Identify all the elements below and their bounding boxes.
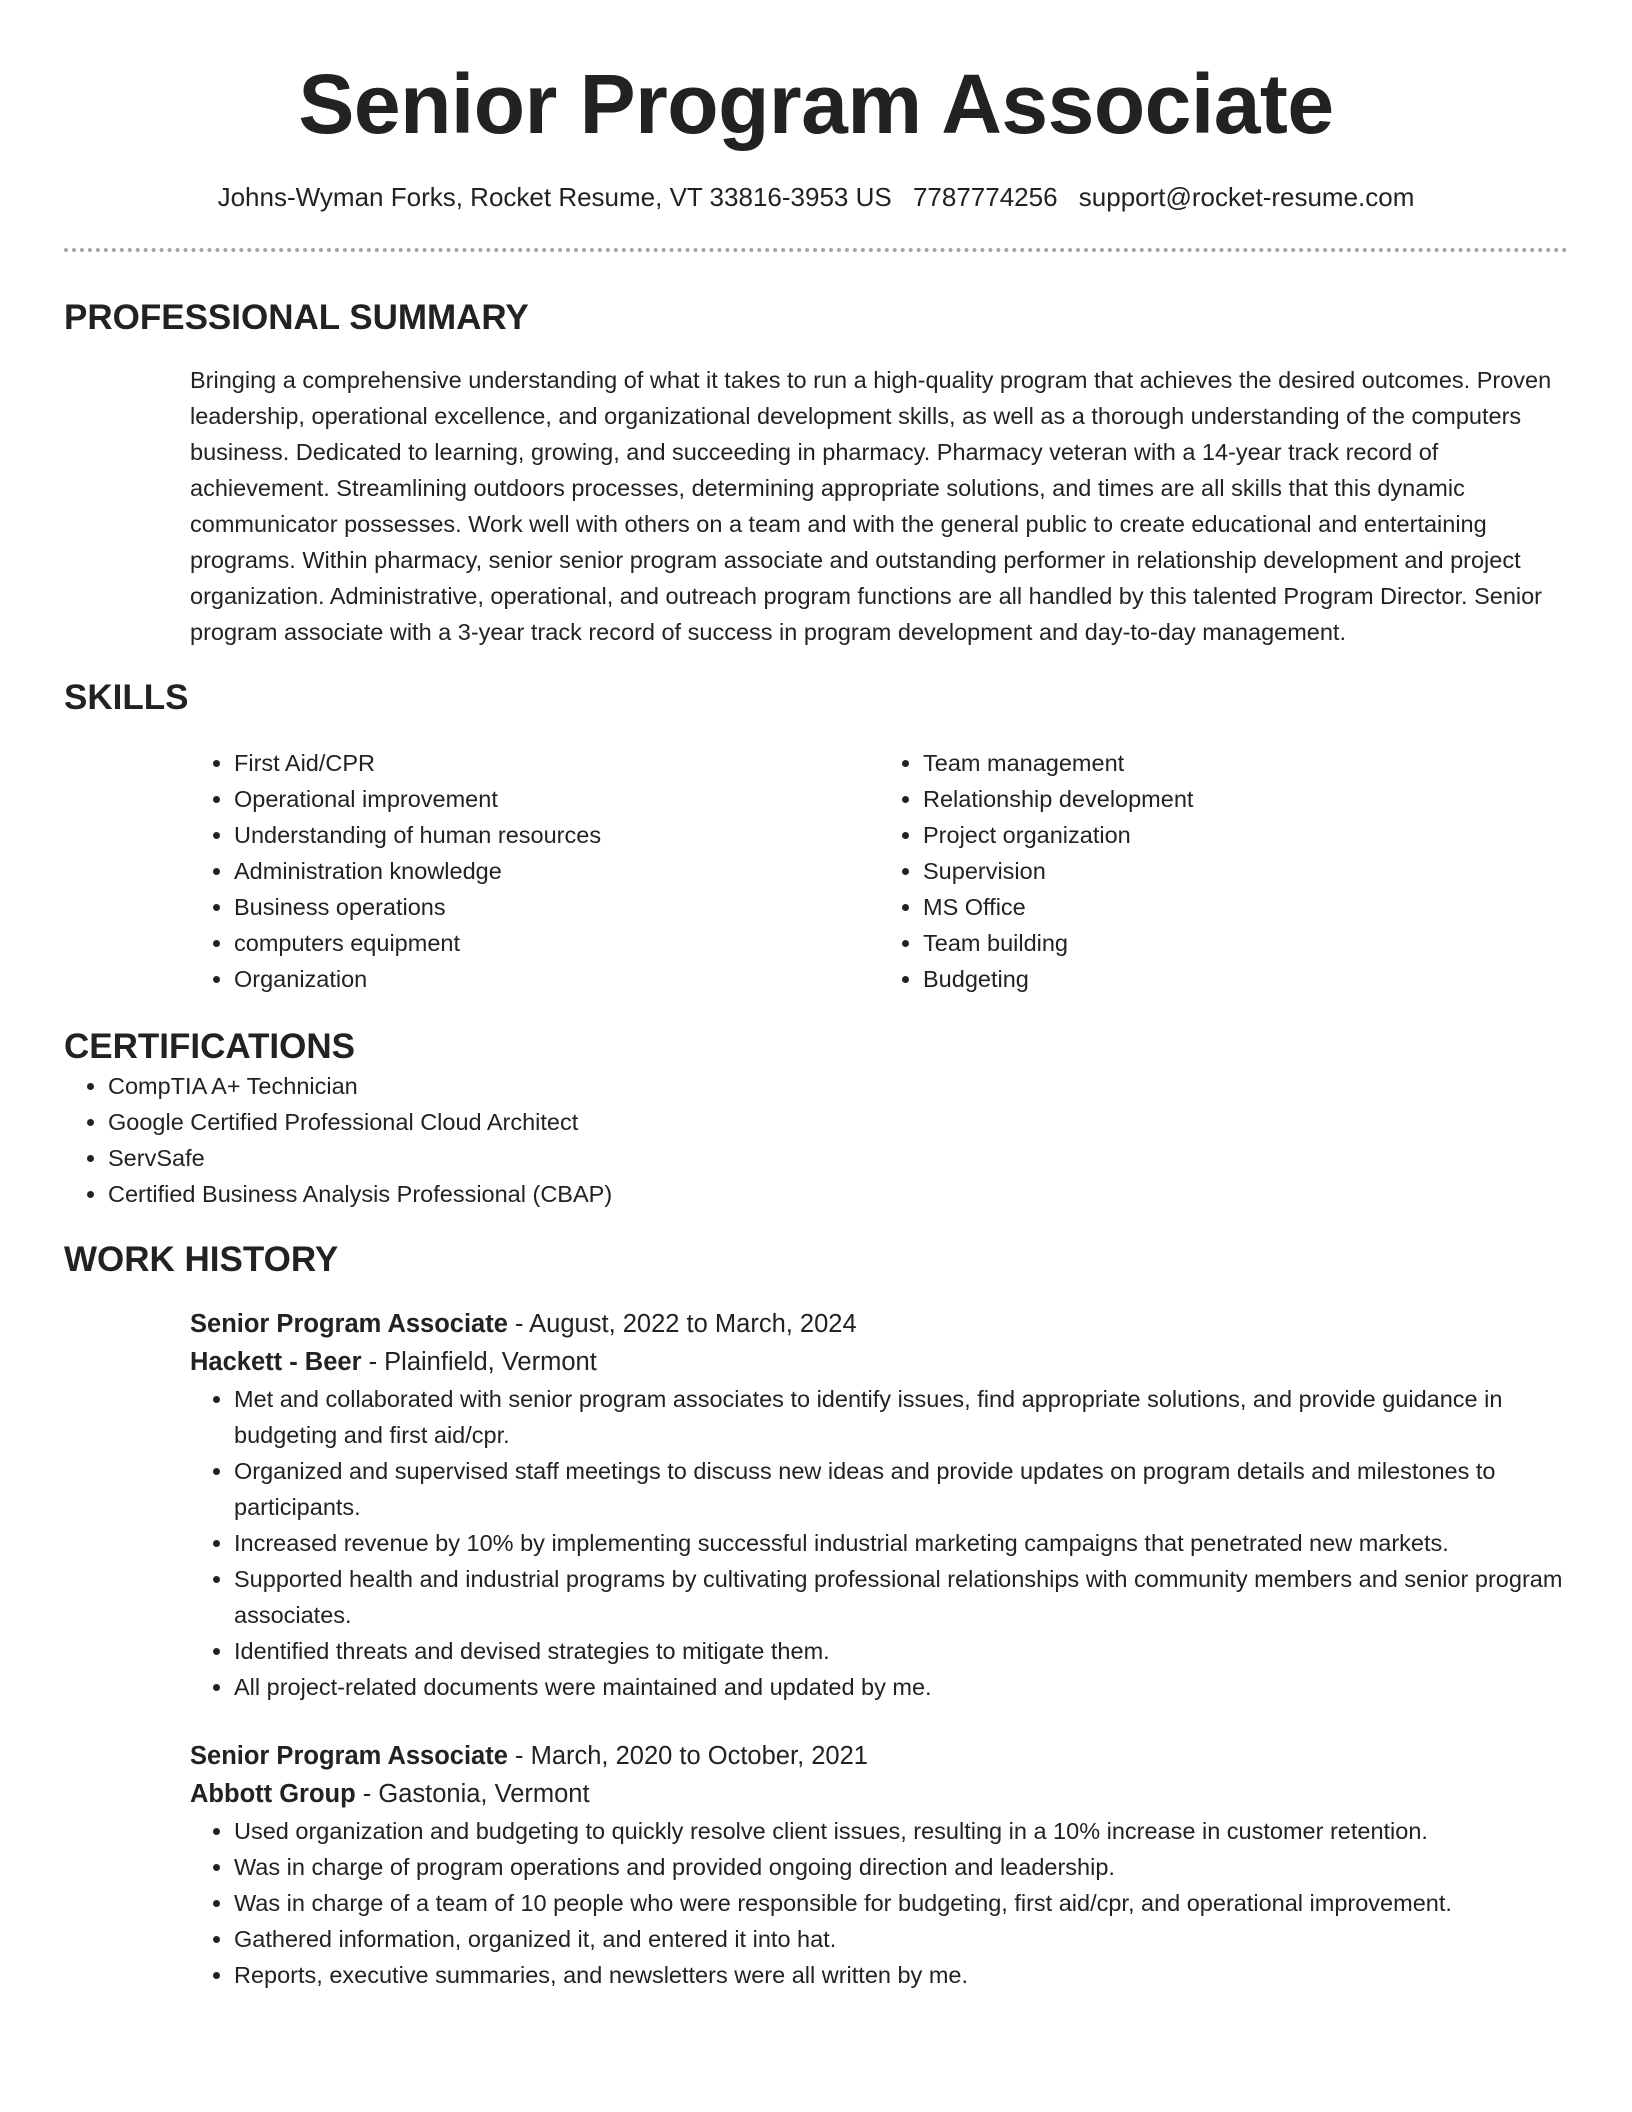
- contact-address: Johns-Wyman Forks, Rocket Resume, VT 33816-3953 US: [217, 182, 892, 212]
- job-bullet: • Used organization and budgeting to quickly resolve client issues, resulting in a 10% increase in customer retention.: [234, 1813, 1568, 1849]
- job-bullet: • Organized and supervised staff meetings to discuss new ideas and provide updates on program details and milestones to participants.: [234, 1453, 1568, 1525]
- job-role: Senior Program Associate: [190, 1310, 508, 1338]
- job-bullets: [190, 1813, 1568, 1993]
- job-bullets: [190, 1381, 1568, 1705]
- certification-item: • ServSafe: [108, 1140, 1568, 1176]
- job-bullet: • Identified threats and devised strategies to mitigate them.: [234, 1633, 1568, 1669]
- skills-list-left: [190, 745, 879, 997]
- skill-item: • Team building: [923, 925, 1568, 961]
- skill-item: • Administration knowledge: [234, 853, 879, 889]
- skill-item: • Supervision: [923, 853, 1568, 889]
- job-dates: - March, 2020 to October, 2021: [507, 1742, 868, 1770]
- header-divider: [64, 248, 1568, 252]
- job-entry: [190, 1737, 1568, 1993]
- skill-item: • Organization: [234, 961, 879, 997]
- job-bullet: • Reports, executive summaries, and newsletters were all written by me.: [234, 1957, 1568, 1993]
- job-bullet: • Was in charge of program operations and provided ongoing direction and leadership.: [234, 1849, 1568, 1885]
- job-entry: [190, 1305, 1568, 1705]
- skill-item: • MS Office: [923, 889, 1568, 925]
- skill-item: • First Aid/CPR: [234, 745, 879, 781]
- certification-item: • Certified Business Analysis Professional (CBAP): [108, 1176, 1568, 1212]
- skill-item: • Understanding of human resources: [234, 817, 879, 853]
- resume-name: Senior Program Associate: [298, 57, 1334, 151]
- job-bullet: • Increased revenue by 10% by implementing successful industrial marketing campaigns that penetrated new markets.: [234, 1525, 1568, 1561]
- skill-item: • Budgeting: [923, 961, 1568, 997]
- job-bullet: • All project-related documents were maintained and updated by me.: [234, 1669, 1568, 1705]
- skill-item: • Project organization: [923, 817, 1568, 853]
- job-role: Senior Program Associate: [190, 1742, 508, 1770]
- job-company: Hackett - Beer: [190, 1348, 362, 1376]
- skills-heading: SKILLS: [64, 678, 189, 717]
- certifications-heading: CERTIFICATIONS: [64, 1027, 356, 1066]
- certification-item: • Google Certified Professional Cloud Architect: [108, 1104, 1568, 1140]
- summary-text: Bringing a comprehensive understanding of what it takes to run a high-quality program that achieves the desired outcomes. Proven leadership, operational excellence, and organizational development skills, as well as a thorough understanding of the computers business. Dedicated to learning, growing, and succeeding in pharmacy. Pharmacy veteran with a 14-year track record of achievement. Streamlining outdoors processes, determining appropriate solutions, and times are all skills that this dynamic communicator possesses. Work well with others on a team and with the general public to create educational and entertaining programs. Within pharmacy, senior senior program associate and outstanding performer in relationship development and project organization. Administrative, operational, and outreach program functions are all handled by this talented Program Director. Senior program associate with a 3-year track record of success in program development and day-to-day management.: [190, 367, 1552, 645]
- job-bullet: • Gathered information, organized it, and entered it into hat.: [234, 1921, 1568, 1957]
- skill-item: • Business operations: [234, 889, 879, 925]
- job-bullet: • Met and collaborated with senior program associates to identify issues, find appropriate solutions, and provide guidance in budgeting and first aid/cpr.: [234, 1381, 1568, 1453]
- skill-item: • Team management: [923, 745, 1568, 781]
- job-location: - Plainfield, Vermont: [361, 1348, 597, 1376]
- contact-line: [64, 180, 1568, 214]
- certification-item: • CompTIA A+ Technician: [108, 1068, 1568, 1104]
- job-title-line: [190, 1305, 1568, 1343]
- certifications-list: [64, 1068, 1568, 1212]
- skill-item: • computers equipment: [234, 925, 879, 961]
- job-company-line: [190, 1775, 1568, 1813]
- job-company-line: [190, 1343, 1568, 1381]
- job-company: Abbott Group: [190, 1780, 356, 1808]
- job-location: - Gastonia, Vermont: [355, 1780, 590, 1808]
- work-history-heading: WORK HISTORY: [64, 1240, 339, 1279]
- skill-item: • Relationship development: [923, 781, 1568, 817]
- summary-heading: PROFESSIONAL SUMMARY: [64, 298, 529, 337]
- skills-list-right: [879, 745, 1568, 997]
- skills-grid: [190, 745, 1568, 997]
- job-bullet: • Supported health and industrial programs by cultivating professional relationships with community members and senior program associates.: [234, 1561, 1568, 1633]
- resume-page: [64, 0, 1568, 1993]
- job-title-line: [190, 1737, 1568, 1775]
- contact-phone: 7787774256: [912, 182, 1058, 212]
- job-dates: - August, 2022 to March, 2024: [507, 1310, 857, 1338]
- job-bullet: • Was in charge of a team of 10 people who were responsible for budgeting, first aid/cpr, and operational improvement.: [234, 1885, 1568, 1921]
- contact-email: support@rocket-resume.com: [1078, 182, 1415, 212]
- skill-item: • Operational improvement: [234, 781, 879, 817]
